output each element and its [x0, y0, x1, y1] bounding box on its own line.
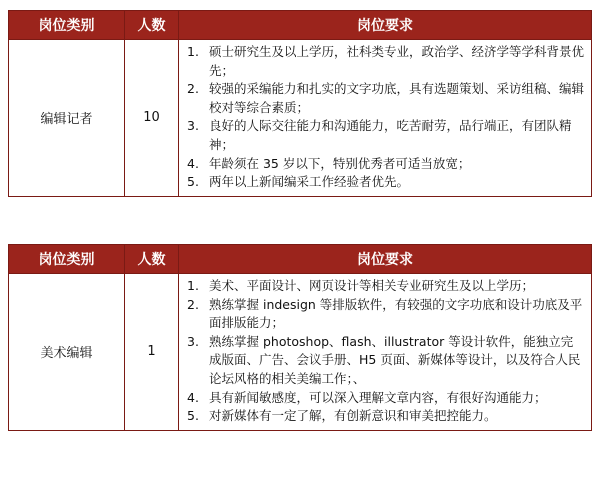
header-requirements: 岗位要求 — [179, 245, 592, 274]
requirement-text: 对新媒体有一定了解，有创新意识和审美把控能力。 — [209, 408, 497, 424]
list-item: 4. 具有新闻敏感度，可以深入理解文章内容，有很好沟通能力； — [187, 389, 547, 405]
list-item: 3. 熟练掌握 photoshop、flash、illustrator 等设计软件，能独立完成版面、广告、会议手册、H5 页面、新媒体等设计，以及符合人民论坛风格的相关美编工作；、 — [187, 333, 581, 386]
requirement-text: 美术、平面设计、网页设计等相关专业研究生及以上学历； — [209, 278, 535, 293]
list-item: 5. 两年以上新闻编采工作经验者优先。 — [187, 174, 410, 190]
category-cell: 编辑记者 — [9, 40, 125, 197]
requirements-cell — [179, 40, 592, 197]
list-item: 2. 熟练掌握 indesign 等排版软件，有较强的文字功底和设计功底及平面排版能力； — [187, 296, 583, 331]
requirement-text: 较强的采编能力和扎实的文字功底，具有选题策划、采访组稿、编辑校对等综合素质； — [209, 81, 585, 115]
requirements-list — [185, 43, 585, 192]
category-cell: 美术编辑 — [9, 274, 125, 431]
requirements-list — [185, 277, 585, 426]
job-table-editor-reporter — [8, 10, 592, 197]
list-item: 2. 较强的采编能力和扎实的文字功底，具有选题策划、采访组稿、编辑校对等综合素质； — [187, 81, 585, 115]
requirement-text: 熟练掌握 photoshop、flash、illustrator 等设计软件，能独立完成版面、广告、会议手册、H5 页面、新媒体等设计，以及符合人民论坛风格的相关美编工作；、 — [209, 333, 581, 386]
table-row — [9, 274, 592, 431]
header-count: 人数 — [125, 11, 179, 40]
list-item: 4. 年龄须在 35 岁以下，特别优秀者可适当放宽； — [187, 155, 471, 171]
requirement-text: 具有新闻敏感度，可以深入理解文章内容，有很好沟通能力； — [209, 389, 547, 405]
job-table-art-editor — [8, 244, 592, 431]
header-requirements: 岗位要求 — [179, 11, 592, 40]
requirements-cell — [179, 274, 592, 431]
header-category: 岗位类别 — [9, 11, 125, 40]
list-item: 3. 良好的人际交往能力和沟通能力，吃苦耐劳，品行端正，有团队精神； — [187, 118, 572, 152]
count-cell: 1 — [125, 274, 179, 431]
header-row — [9, 11, 592, 40]
list-item: 1. 硕士研究生及以上学历，社科类专业，政治学、经济学等学科背景优先； — [187, 44, 585, 78]
table-row — [9, 40, 592, 197]
requirements-table — [8, 244, 592, 431]
list-item: 1. 美术、平面设计、网页设计等相关专业研究生及以上学历； — [187, 278, 535, 293]
header-category: 岗位类别 — [9, 245, 125, 274]
count-cell: 10 — [125, 40, 179, 197]
requirements-table — [8, 10, 592, 197]
requirement-text: 年龄须在 35 岁以下，特别优秀者可适当放宽； — [209, 155, 471, 171]
header-count: 人数 — [125, 245, 179, 274]
requirement-text: 熟练掌握 indesign 等排版软件，有较强的文字功底和设计功底及平面排版能力； — [209, 296, 583, 331]
header-row — [9, 245, 592, 274]
requirement-text: 硕士研究生及以上学历，社科类专业，政治学、经济学等学科背景优先； — [209, 44, 585, 78]
list-item: 5. 对新媒体有一定了解，有创新意识和审美把控能力。 — [187, 408, 497, 424]
requirement-text: 良好的人际交往能力和沟通能力，吃苦耐劳，品行端正，有团队精神； — [209, 118, 572, 152]
requirement-text: 两年以上新闻编采工作经验者优先。 — [209, 174, 410, 190]
